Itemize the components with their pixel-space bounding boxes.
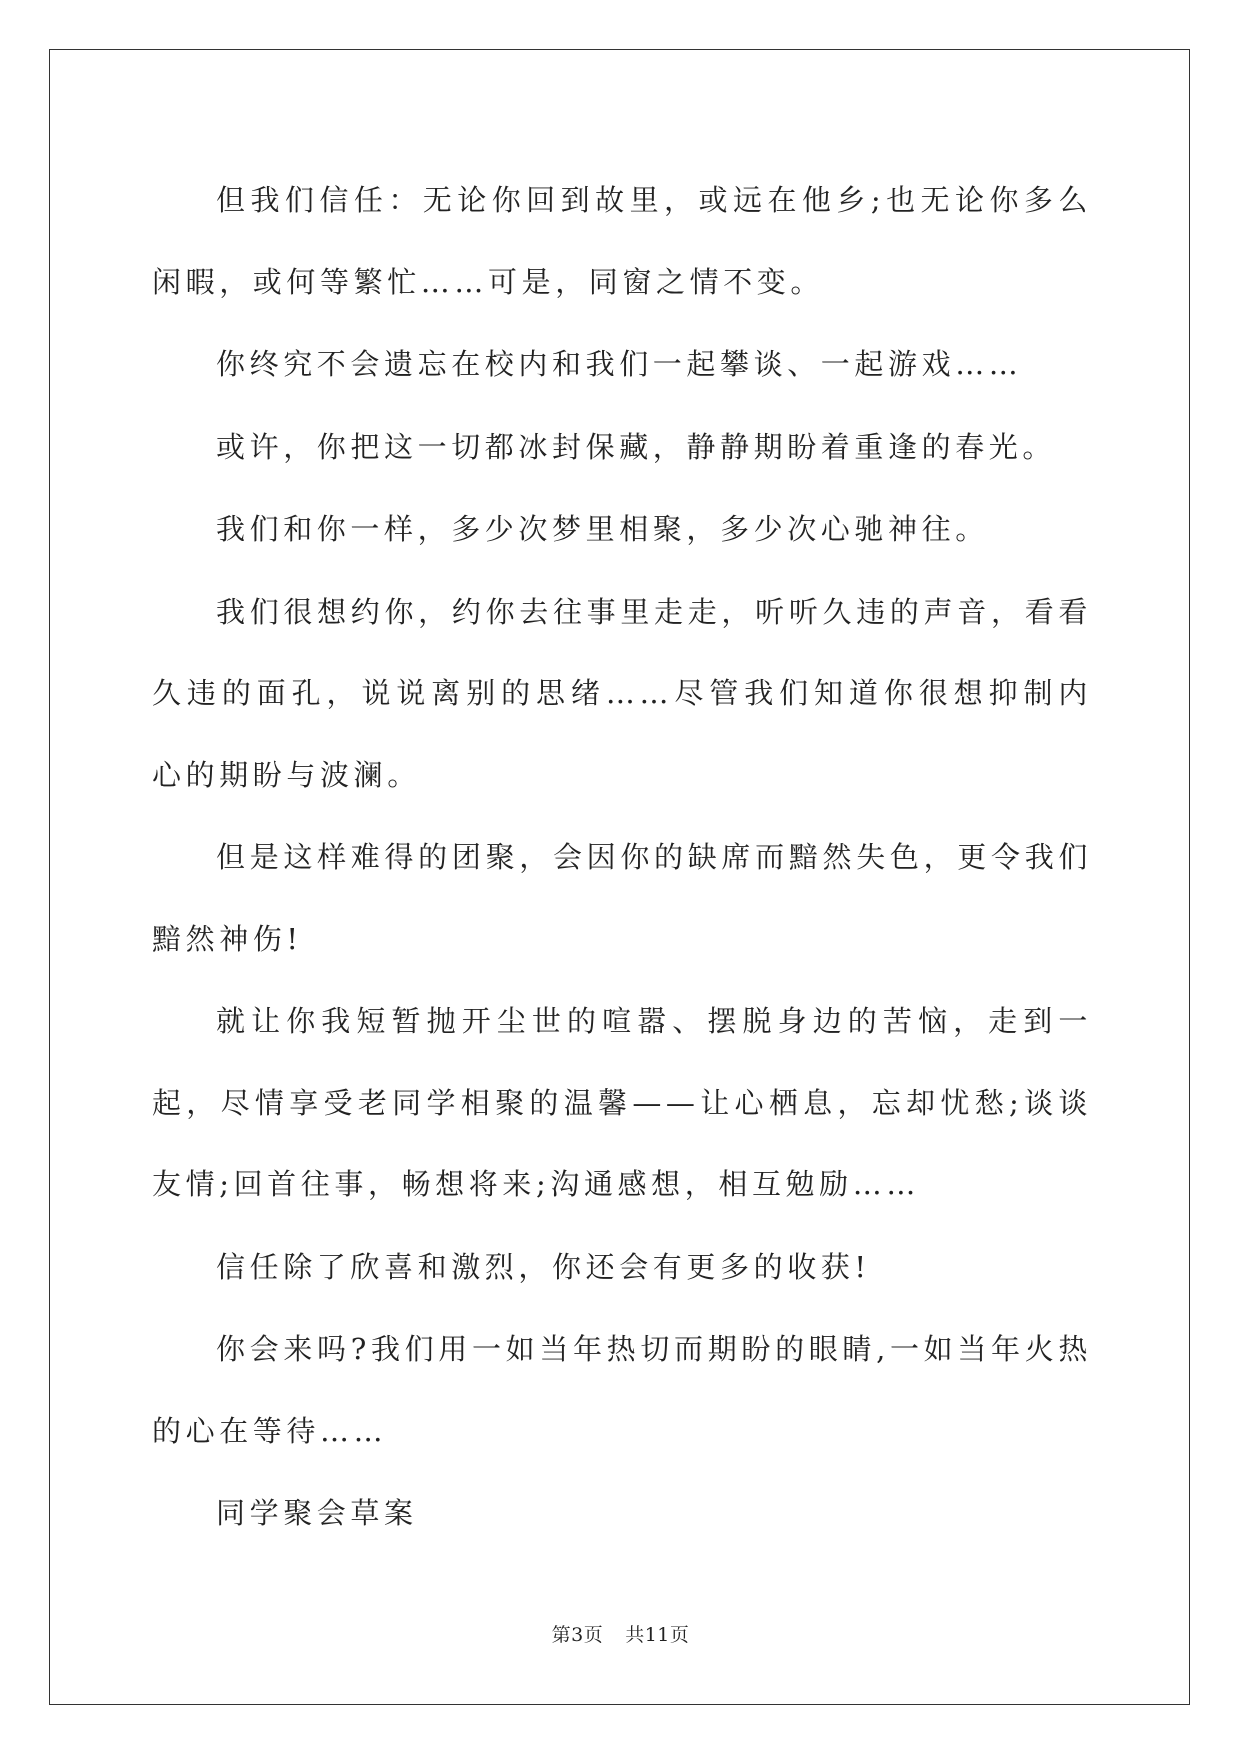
page-number: 第3页 bbox=[551, 1624, 604, 1646]
paragraph: 但我们信任：无论你回到故里，或远在他乡;也无论你多么闲暇，或何等繁忙……可是，同窗之情不变。 bbox=[152, 183, 1092, 299]
paragraph: 我们和你一样，多少次梦里相聚，多少次心驰神往。 bbox=[216, 512, 989, 546]
paragraph: 或许，你把这一切都冰封保藏，静静期盼着重逢的春光。 bbox=[216, 429, 1057, 464]
page-footer bbox=[0, 1620, 1241, 1647]
paragraph: 你会来吗?我们用一如当年热切而期盼的眼睛,一如当年火热的心在等待…… bbox=[152, 1332, 1092, 1448]
paragraph: 就让你我短暂抛开尘世的喧嚣、摆脱身边的苦恼，走到一起，尽情享受老同学相聚的温馨——让心栖息，忘却忧愁;谈谈友情;回首往事，畅想将来;沟通感想，相互勉励…… bbox=[152, 1004, 1092, 1201]
paragraph: 我们很想约你，约你去往事里走走，听听久违的声音，看看久违的面孔，说说离别的思绪……尽管我们知道你很想抑制内心的期盼与波澜。 bbox=[152, 594, 1092, 792]
paragraph: 信任除了欣喜和激烈，你还会有更多的收获! bbox=[216, 1249, 871, 1284]
document-body bbox=[152, 160, 1092, 1556]
paragraph: 但是这样难得的团聚，会因你的缺席而黯然失色，更令我们黯然神伤! bbox=[152, 840, 1092, 956]
paragraph: 你终究不会遗忘在校内和我们一起攀谈、一起游戏…… bbox=[216, 347, 1023, 381]
section-heading: 同学聚会草案 bbox=[216, 1496, 418, 1530]
total-pages: 共11页 bbox=[625, 1624, 690, 1646]
